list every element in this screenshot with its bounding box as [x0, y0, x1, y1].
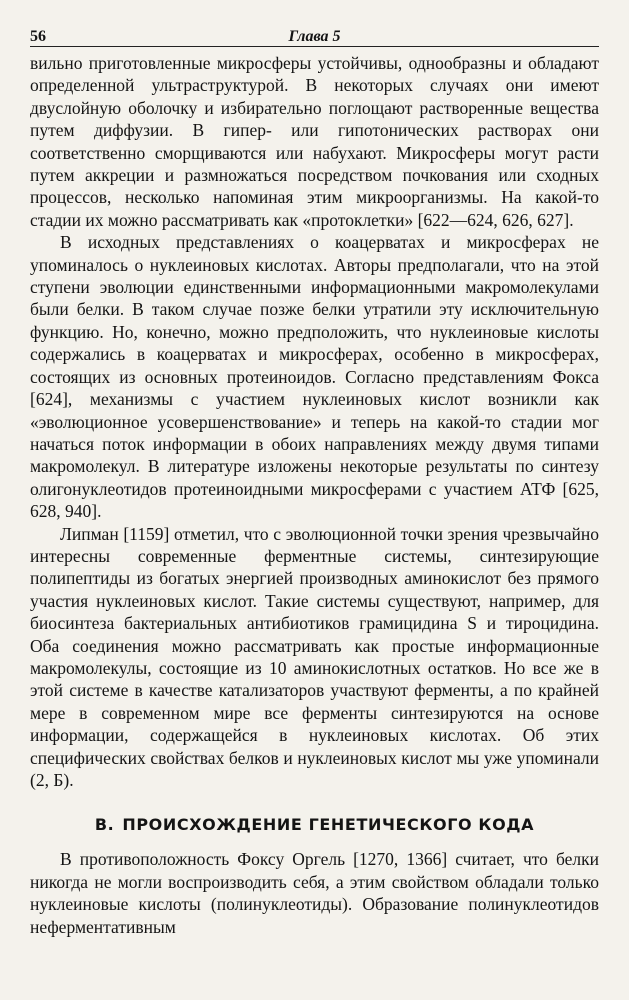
section-letter: В.: [94, 815, 115, 835]
section-heading: [30, 815, 599, 834]
paragraph-orgel: В противоположность Фоксу Оргель [1270, 1366] считает, что белки никогда не могли воспроизводить себя, а этим свойством обладали только нуклеиновые кислоты (полинуклеотиды). Образование полинуклеотидов неферментативным: [30, 849, 599, 937]
paragraph-coacervates: В исходных представлениях о коацерватах и микросферах не упоминалось о нуклеиновых кислотах. Авторы предполагали, что на этой ступени эволюции единственными информационными макромолекулами были белки. В таком случае позже белки утратили эту исключительную функцию. Но, конечно, можно предположить, что нуклеиновые кислоты содержались в коацерватах и микросферах, особенно в микросферах, состоящих из основных протеиноидов. Согласно представлениям Фокса [624], механизмы с участием нуклеиновых кислот возникли как «эволюционное усовершенствование» и теперь на какой-то стадии мог начаться поток информации в обоих направлениях между двумя типами макромолекул. В литературе изложены некоторые результаты по синтезу олигонуклеотидов протеиноидными микросферами с участием АТФ [625, 628, 940].: [30, 232, 599, 522]
section-title: ПРОИСХОЖДЕНИЕ ГЕНЕТИЧЕСКОГО КОДА: [122, 815, 535, 835]
page-number: 56: [30, 28, 46, 45]
paragraph-lipman: Липман [1159] отметил, что с эволюционной точки зрения чрезвычайно интересны современные ферментные системы, синтезирующие полипептиды из богатых энергией производных аминокислот без прямого участия нуклеиновых кислот. Такие системы существуют, например, для биосинтеза бактериальных антибиотиков грамицидина S и тироцидина. Оба соединения можно рассматривать как простые информационные макромолекулы, состоящие из 10 аминокислотных остатков. Но все же в этой системе в качестве катализаторов участвуют ферменты, а по крайней мере в современном мире все ферменты синтезируются на основе информации, содержащейся в нуклеиновых кислотах. Об этих специфических свойствах белков и нуклеиновых кислот мы уже упоминали (2, Б).: [30, 523, 599, 790]
paragraph-continued: вильно приготовленные микросферы устойчивы, однообразны и обладают определенной ультраструктурой. В некоторых случаях они имеют двуслойную оболочку и избирательно поглощают растворенные вещества путем диффузии. В гипер- или гипотонических растворах они соответственно сморщиваются или набухают. Микросферы могут расти путем аккреции и размножаться посредством почкования или сходных процессов, несколько напоминая этим микроорганизмы. На какой-то стадии их можно рассматривать как «протоклетки» [622—624, 626, 627].: [30, 53, 599, 230]
page-body: [30, 52, 599, 938]
chapter-title: Глава 5: [288, 28, 341, 45]
running-header: [30, 22, 599, 47]
